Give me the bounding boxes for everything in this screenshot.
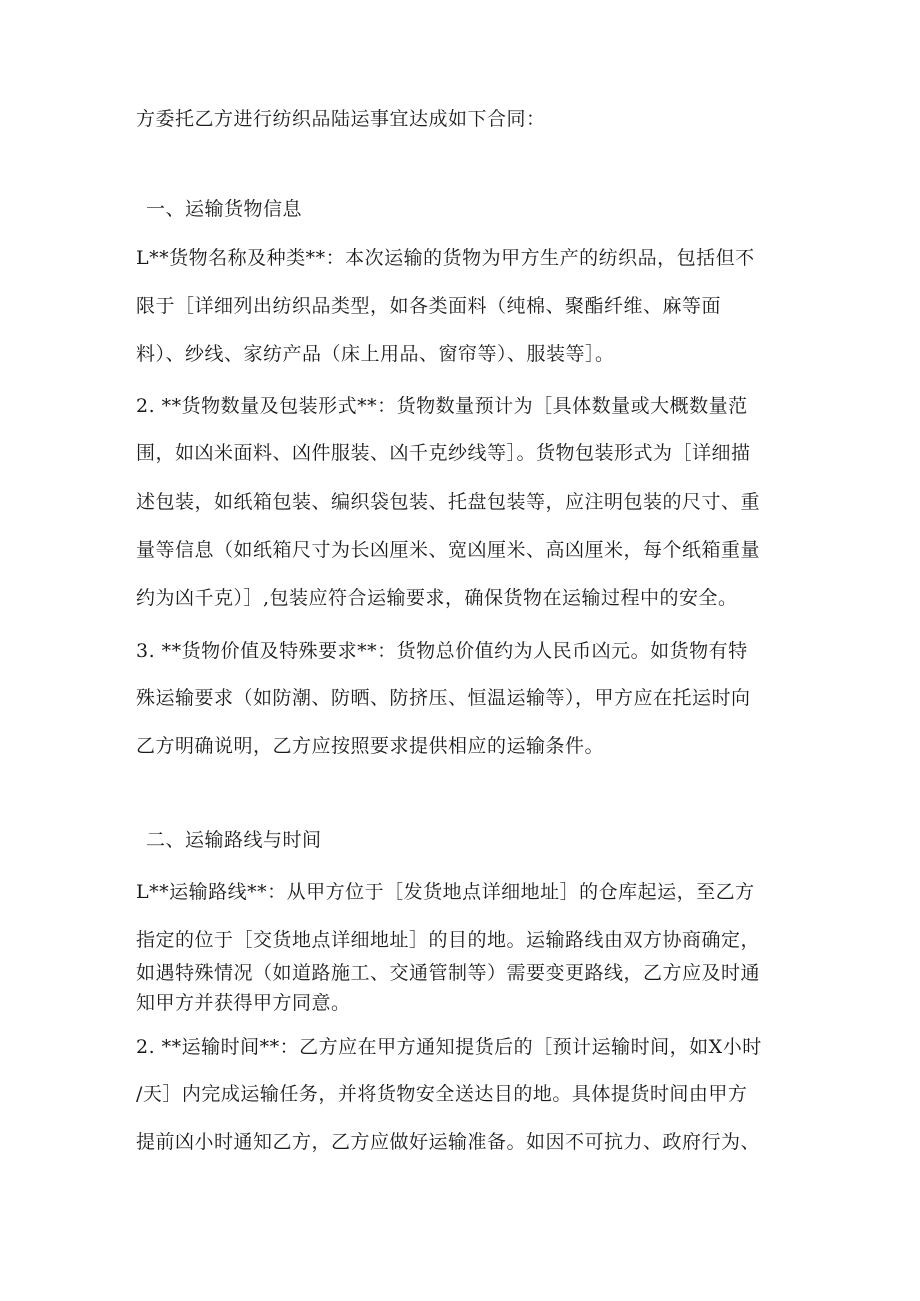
section-heading-goods: 一、运输货物信息 (146, 198, 303, 220)
paragraph-line: 料）、纱线、家纺产品（床上用品、窗帘等）、服装等］。 (136, 343, 615, 365)
paragraph-line: 量等信息（如纸箱尺寸为长凶厘米、宽凶厘米、高凶厘米，每个纸箱重量 (136, 539, 761, 561)
paragraph-line: 3. **货物价值及特殊要求**：货物总价值约为人民币凶元。如货物有特 (136, 640, 748, 662)
paragraph-line: 提前凶小时通知乙方，乙方应做好运输准备。如因不可抗力、政府行为、 (136, 1131, 761, 1153)
paragraph-line: /天］内完成运输任务，并将货物安全送达目的地。具体提货时间由甲方 (136, 1083, 748, 1105)
paragraph-line: 指定的位于［交货地点详细地址］的目的地。运输路线由双方协商确定， (136, 929, 761, 951)
paragraph-line: 知甲方并获得甲方同意。 (136, 992, 351, 1014)
intro-line: 方委托乙方进行纺织品陆运事宜达成如下合同： (136, 108, 546, 130)
paragraph-line: 限于［详细列出纺织品类型，如各类面料（纯棉、聚酯纤维、麻等面 (136, 295, 722, 317)
paragraph-line: 围，如凶米面料、凶件服装、凶千克纱线等］。货物包装形式为［详细描 (136, 442, 751, 464)
paragraph-line: 约为凶千克）］,包装应符合运输要求，确保货物在运输过程中的安全。 (136, 587, 738, 609)
paragraph-line: 2. **货物数量及包装形式**：货物数量预计为［具体数量或大概数量范 (136, 395, 748, 417)
paragraph-line: 乙方明确说明，乙方应按照要求提供相应的运输条件。 (136, 735, 605, 757)
paragraph-line: L**货物名称及种类**：本次运输的货物为甲方生产的纺织品，包括但不 (136, 247, 755, 269)
paragraph-line: 殊运输要求（如防潮、防晒、防挤压、恒温运输等），甲方应在托运时向 (136, 687, 751, 709)
paragraph-line: 如遇特殊情况（如道路施工、交通管制等）需要变更路线，乙方应及时通 (136, 962, 761, 984)
paragraph-line: L**运输路线**：从甲方位于［发货地点详细地址］的仓库起运，至乙方 (136, 881, 755, 903)
paragraph-line: 述包装，如纸箱包装、编织袋包装、托盘包装等，应注明包装的尺寸、重 (136, 491, 761, 513)
paragraph-line: 2. **运输时间**：乙方应在甲方通知提货后的［预计运输时间，如X小时 (136, 1036, 762, 1058)
section-heading-route: 二、运输路线与时间 (146, 829, 322, 851)
